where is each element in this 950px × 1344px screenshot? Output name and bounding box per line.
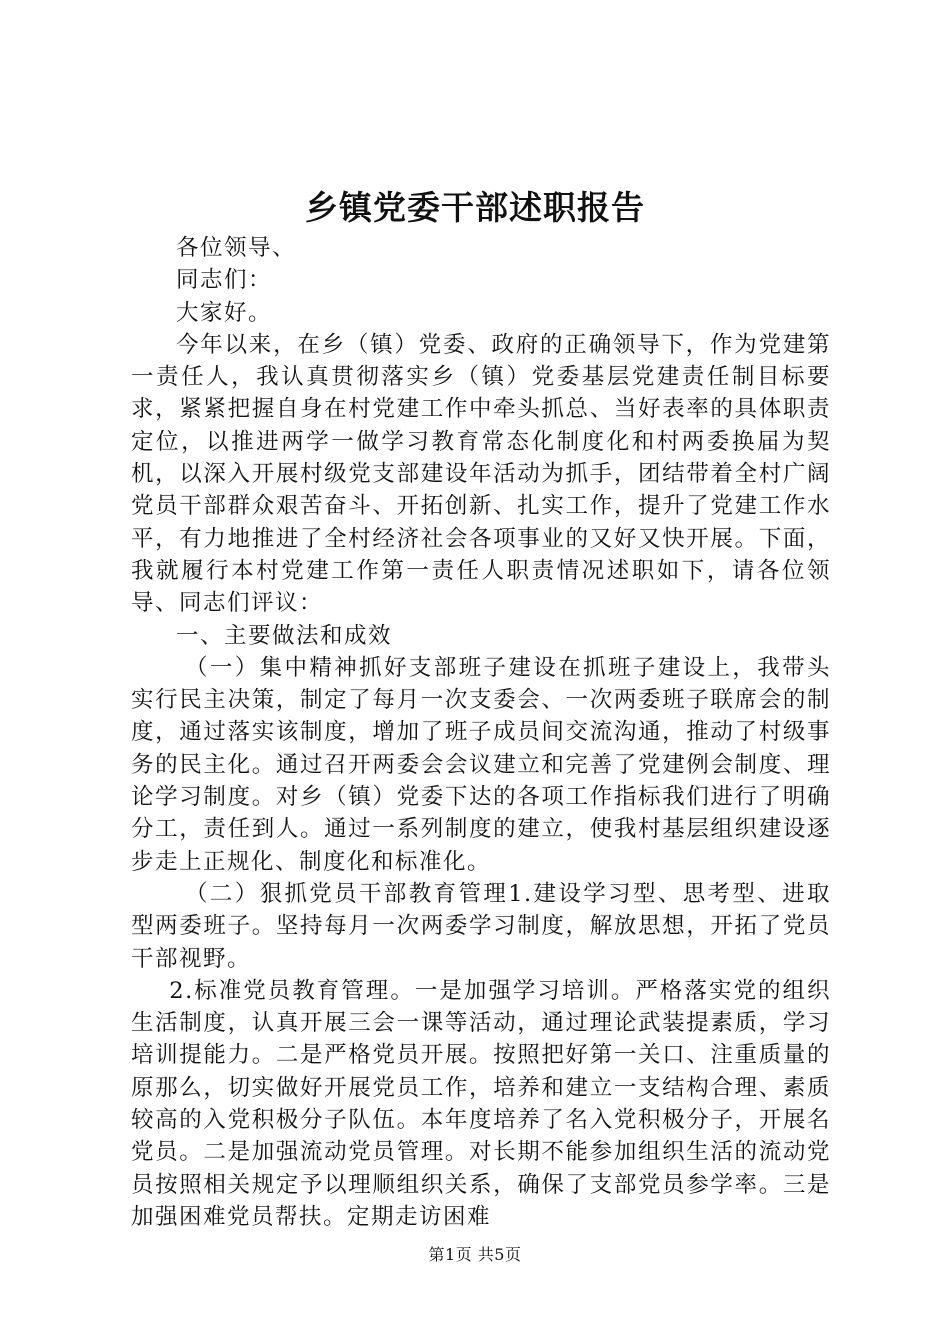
- greeting: 大家好。: [176, 299, 273, 326]
- salutation-leaders: 各位领导、: [176, 235, 297, 261]
- paragraph-member-management: 2.标准党员教育管理。一是加强学习培训。严格落实党的组织生活制度，认真开展三会一课等活动，通过理论武装提素质，学习培训提能力。二是严格党员开展。按照把好第一关口、注重质量的原那么，切实做好开展党员工作，培养和建立一支结构合理、素质较高的入党积极分子队伍。本年度培养了名入党积极分子，开展名党员。二是加强流动党员管理。对长期不能参加组织生活的流动党员按照相关规定予以理顺组织关系，确保了支部党员参学率。三是加强困难党员帮扶。定期走访困难: [131, 977, 831, 1230]
- section-heading-main-practices: 一、主要做法和成效: [176, 622, 393, 649]
- page-footer: 第1页 共5页: [428, 1245, 522, 1264]
- paragraph-party-education: （二）狠抓党员干部教育管理1.建设学习型、思考型、进取型两委班子。坚持每月一次两委学习制度，解放思想，开拓了党员干部视野。: [131, 880, 831, 972]
- document-title: 乡镇党委干部述职报告: [305, 188, 645, 227]
- salutation-comrades: 同志们：: [176, 267, 273, 294]
- paragraph-team-building: （一）集中精神抓好支部班子建设在抓班子建设上，我带头实行民主决策，制定了每月一次支委会、一次两委班子联席会的制度，通过落实该制度，增加了班子成员间交流沟通，推动了村级事务的民主化。通过召开两委会会议建立和完善了党建例会制度、理论学习制度。对乡（镇）党委下达的各项工作指标我们进行了明确分工，责任到人。通过一系列制度的建立，使我村基层组织建设逐步走上正规化、制度化和标准化。: [131, 654, 831, 875]
- intro-paragraph: 今年以来，在乡（镇）党委、政府的正确领导下，作为党建第一责任人，我认真贯彻落实乡（镇）党委基层党建责任制目标要求，紧紧把握自身在村党建工作中牵头抓总、当好表率的具体职责定位，以推进两学一做学习教育常态化制度化和村两委换届为契机，以深入开展村级党支部建设年活动为抓手，团结带着全村广阔党员干部群众艰苦奋斗、开拓创新、扎实工作，提升了党建工作水平，有力地推进了全村经济社会各项事业的又好又快开展。下面，我就履行本村党建工作第一责任人职责情况述职如下，请各位领导、同志们评议：: [131, 331, 831, 617]
- document-body: [131, 232, 831, 1233]
